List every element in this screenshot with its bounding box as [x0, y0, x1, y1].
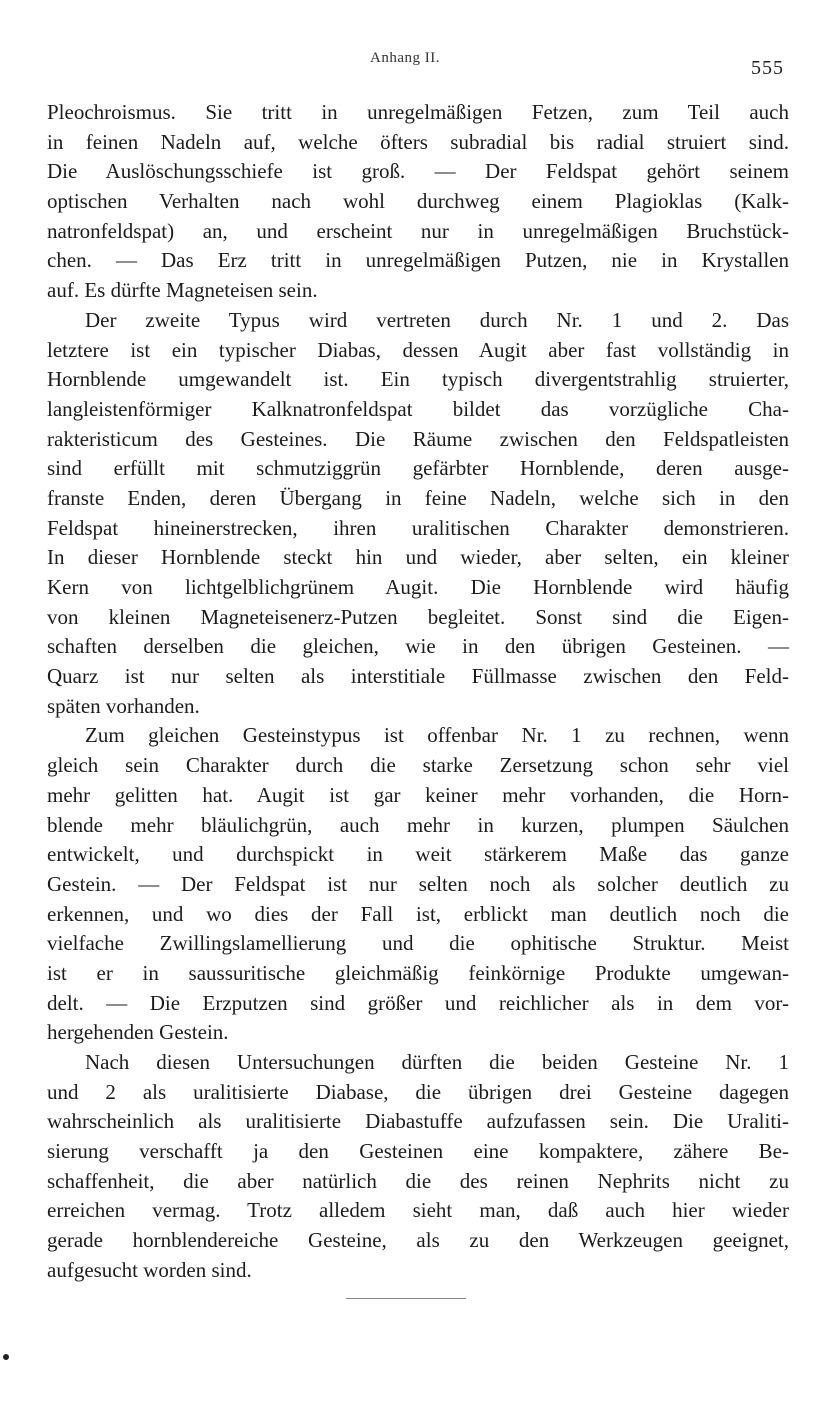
text-line: sind erfüllt mit schmutziggrün gefärbter Hornblende, deren ausge- [47, 456, 789, 481]
text-line: Quarz ist nur selten als interstitiale Füllmasse zwischen den Feld- [47, 664, 789, 689]
text-line: gleich sein Charakter durch die starke Zersetzung schon sehr viel [47, 753, 789, 778]
scan-speck [3, 1354, 9, 1360]
text-line: delt. — Die Erzputzen sind größer und reichlicher als in dem vor- [47, 990, 789, 1015]
text-line: Feldspat hineinerstrecken, ihren uralitischen Charakter demonstrieren. [47, 515, 789, 540]
text-line: Nach diesen Untersuchungen dürften die beiden Gesteine Nr. 1 [85, 1050, 789, 1074]
text-line: Kern von lichtgelblichgrünem Augit. Die Hornblende wird häufig [47, 575, 789, 599]
text-line: franste Enden, deren Übergang in feine Nadeln, welche sich in den [47, 485, 789, 510]
text-line: mehr gelitten hat. Augit ist gar keiner mehr vorhanden, die Horn- [47, 782, 789, 807]
text-line: rakteristicum des Gesteines. Die Räume zwischen den Feldspatleisten [47, 426, 789, 451]
text-line: erkennen, und wo dies der Fall ist, erblickt man deutlich noch die [47, 901, 789, 926]
text-line: und 2 als uralitisierte Diabase, die übrigen drei Gesteine dagegen [47, 1079, 789, 1104]
text-line: hergehenden Gestein. [47, 1020, 229, 1045]
text-line: Hornblende umgewandelt ist. Ein typisch divergentstrahlig struierter, [47, 367, 789, 392]
text-line: erreichen vermag. Trotz alledem sieht man, daß auch hier wieder [47, 1198, 789, 1223]
text-line: ist er in saussuritische gleichmäßig feinkörnige Produkte umgewan- [47, 960, 789, 985]
text-line: schaften derselben die gleichen, wie in den übrigen Gesteinen. — [47, 634, 789, 659]
body-text [47, 98, 789, 1286]
text-line: aufgesucht worden sind. [47, 1257, 252, 1282]
text-line: In dieser Hornblende steckt hin und wieder, aber selten, ein kleiner [47, 545, 789, 570]
text-line: blende mehr bläulichgrün, auch mehr in kurzen, plumpen Säulchen [47, 812, 789, 837]
text-line: sierung verschafft ja den Gesteinen eine kompaktere, zähere Be- [47, 1139, 789, 1164]
text-line: Der zweite Typus wird vertreten durch Nr. 1 und 2. Das [85, 307, 789, 332]
text-line: späten vorhanden. [47, 693, 200, 718]
page-number: 555 [751, 57, 784, 79]
text-line: langleistenförmiger Kalknatronfeldspat bildet das vorzügliche Cha- [47, 396, 789, 421]
text-line: optischen Verhalten nach wohl durchweg einem Plagioklas (Kalk- [47, 189, 789, 214]
text-line: schaffenheit, die aber natürlich die des reinen Nephrits nicht zu [47, 1168, 789, 1193]
text-line: natronfeldspat) an, und erscheint nur in unregelmäßigen Bruchstück- [47, 218, 789, 243]
text-line: wahrscheinlich als uralitisierte Diabastuffe aufzufassen sein. Die Uraliti- [47, 1109, 789, 1134]
text-line: Die Auslöschungsschiefe ist groß. — Der Feldspat gehört seinem [47, 159, 789, 184]
text-line: entwickelt, und durchspickt in weit stärkerem Maße das ganze [47, 842, 789, 867]
closing-rule [346, 1298, 466, 1299]
text-line: Pleochroismus. Sie tritt in unregelmäßigen Fetzen, zum Teil auch [47, 100, 789, 124]
text-line: von kleinen Magneteisenerz-Putzen begleitet. Sonst sind die Eigen- [47, 604, 789, 629]
text-line: Gestein. — Der Feldspat ist nur selten noch als solcher deutlich zu [47, 871, 789, 896]
text-line: vielfache Zwillingslamellierung und die ophitische Struktur. Meist [47, 931, 789, 956]
text-line: auf. Es dürfte Magneteisen sein. [47, 278, 318, 303]
text-line: gerade hornblendereiche Gesteine, als zu den Werkzeugen geeignet, [47, 1228, 789, 1253]
text-line: letztere ist ein typischer Diabas, dessen Augit aber fast vollständig in [47, 337, 789, 362]
text-line: in feinen Nadeln auf, welche öfters subradial bis radial struiert sind. [47, 129, 789, 154]
text-line: chen. — Das Erz tritt in unregelmäßigen Putzen, nie in Krystallen [47, 248, 789, 273]
running-head: Anhang II. [370, 50, 440, 66]
text-line: Zum gleichen Gesteinstypus ist offenbar Nr. 1 zu rechnen, wenn [85, 723, 789, 748]
